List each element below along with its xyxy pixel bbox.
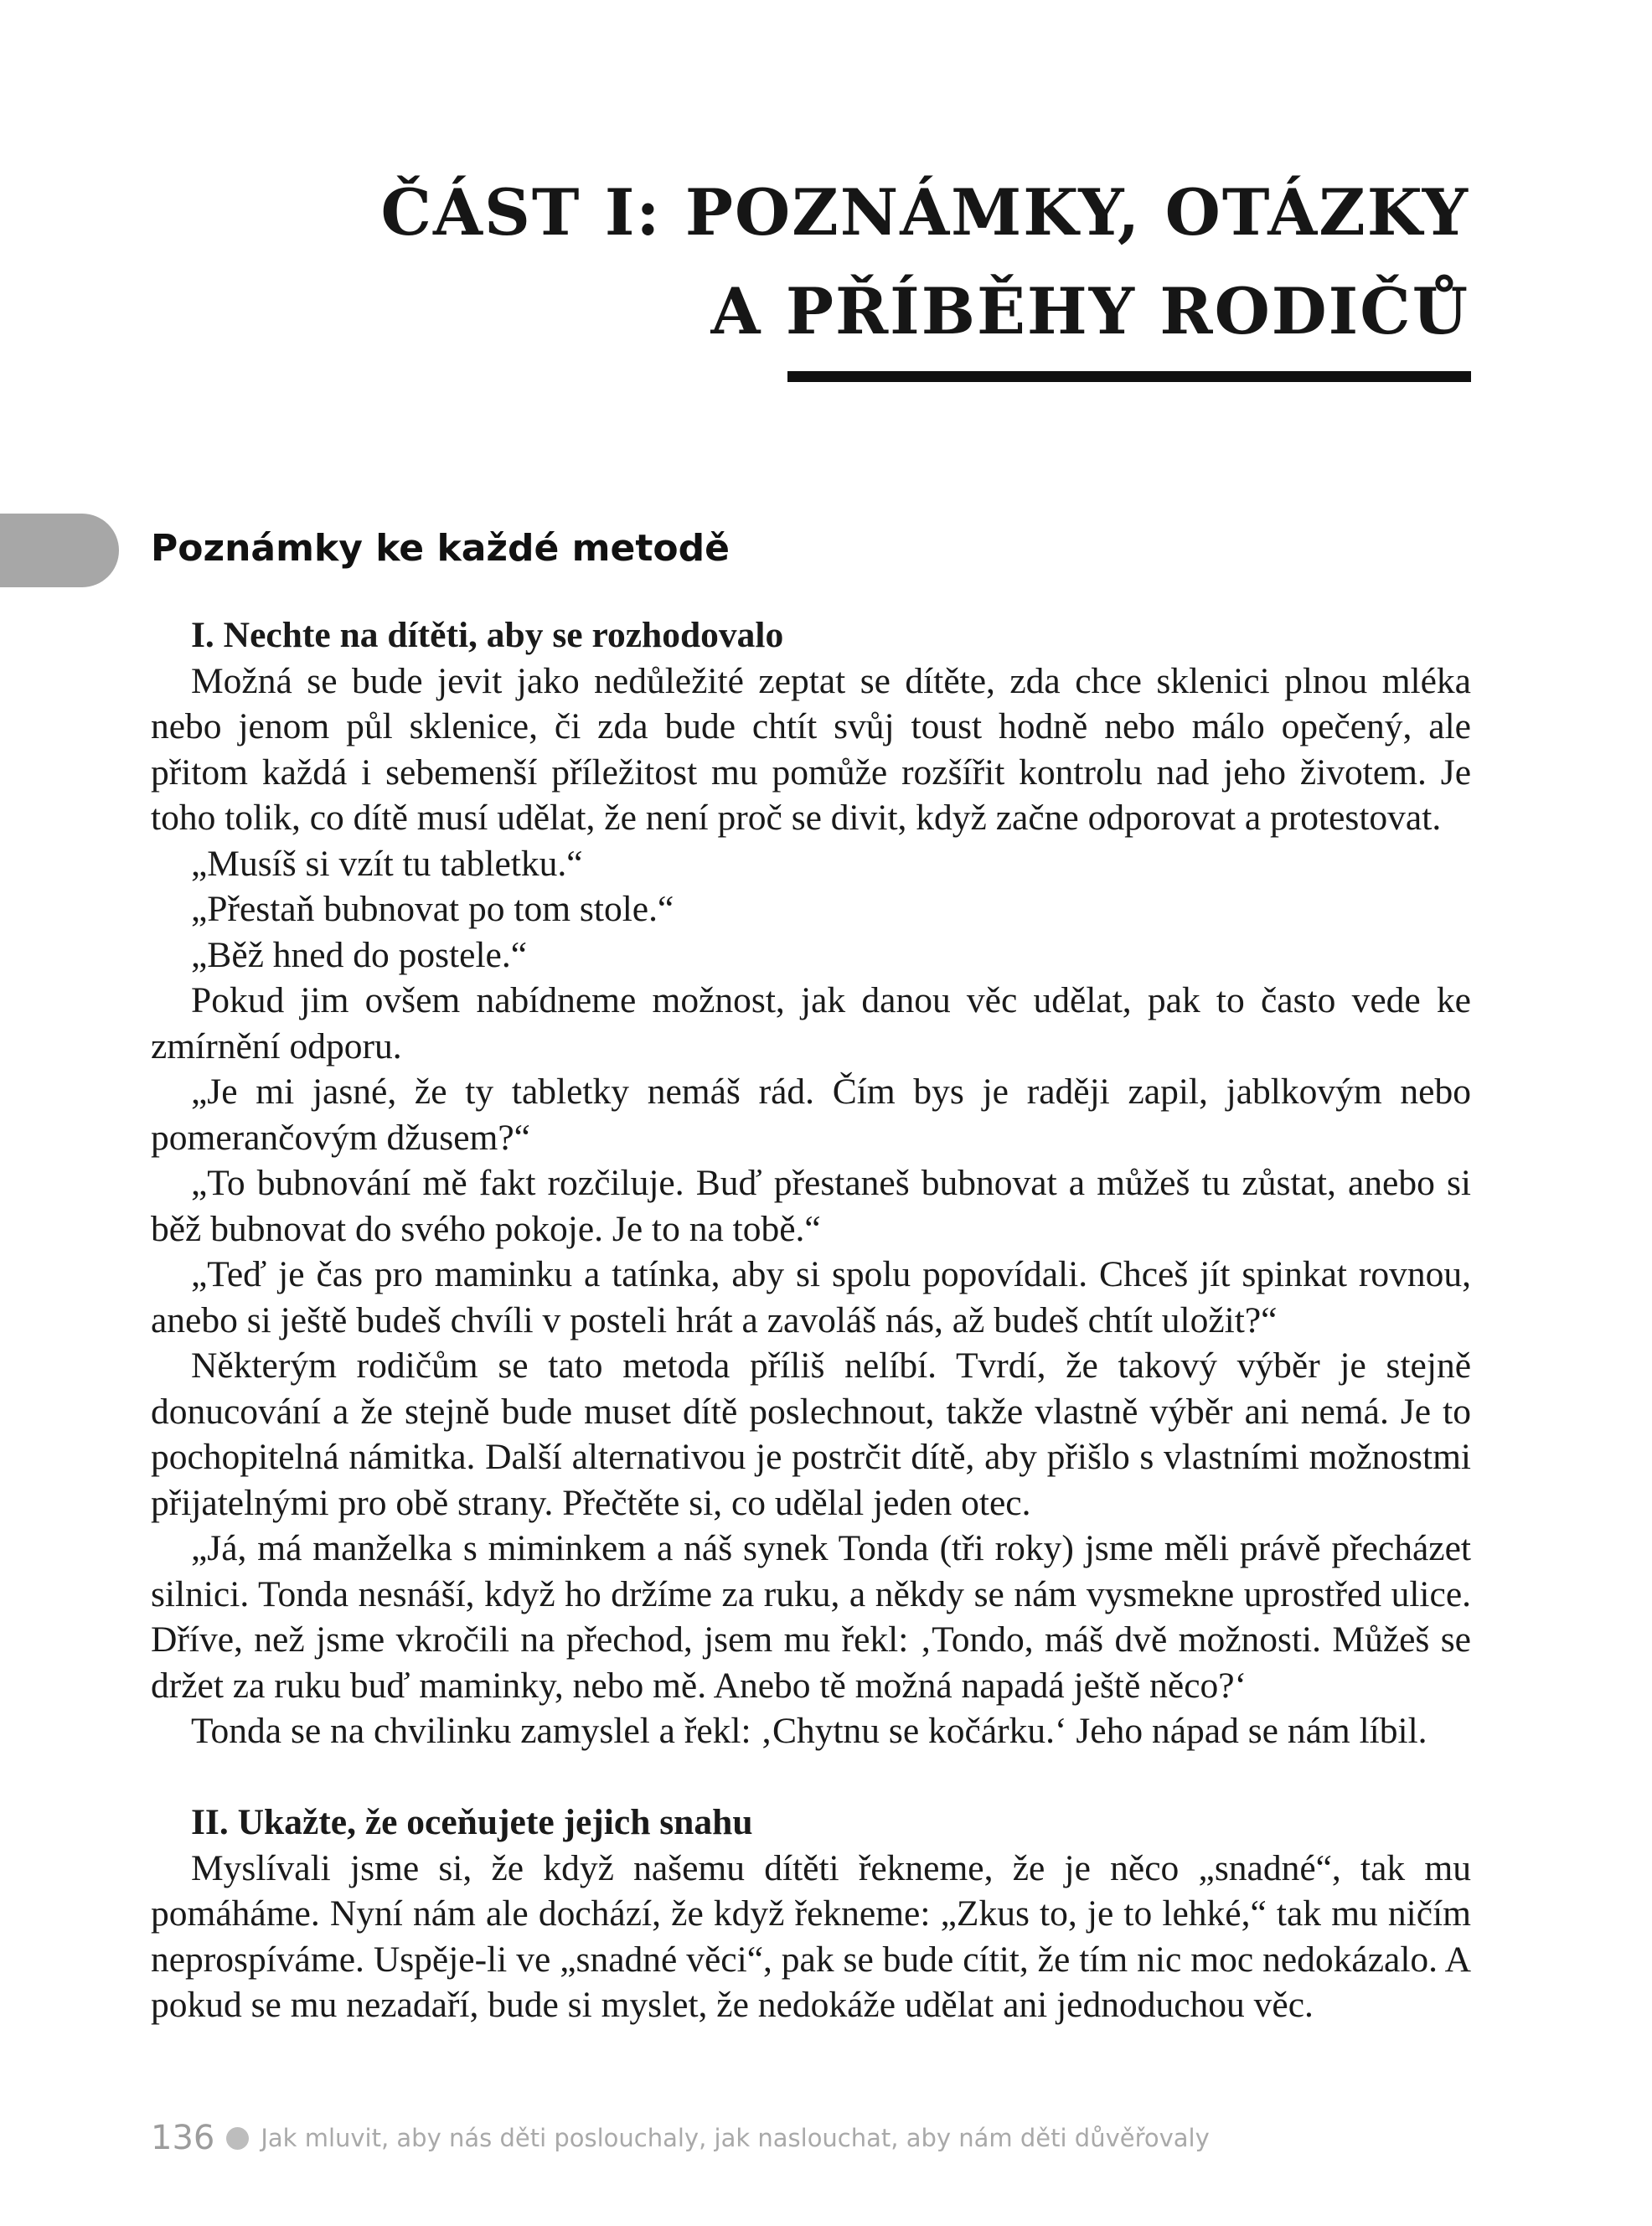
page-number: 136 <box>151 2119 215 2157</box>
paragraph: Pokud jim ovšem nabídneme možnost, jak danou věc udělat, pak to často vede ke zmírnění odporu. <box>151 980 1471 1067</box>
page-footer <box>151 2115 1210 2161</box>
paragraph: Tonda se na chvilinku zamyslel a řekl: ‚Chytnu se kočárku.‘ Jeho nápad se nám líbil. <box>191 1711 1427 1751</box>
section-heading: Poznámky ke každé metodě <box>151 527 730 570</box>
paragraph: „Přestaň bubnovat po tom stole.“ <box>191 889 674 929</box>
paragraph: „Teď je čas pro maminku a tatínka, aby si spolu popovídali. Chceš jít spinkat rovnou, anebo si ještě budeš chvíli v posteli hrát a zavoláš nás, až budeš chtít uložit?“ <box>151 1254 1471 1340</box>
paragraph: „Běž hned do postele.“ <box>191 934 528 975</box>
paragraph: Možná se bude jevit jako nedůležité zeptat se dítěte, zda chce sklenici plnou mléka nebo jenom půl sklenice, či zda bude chtít svůj toust hodně nebo málo opečený, ale přitom každá i sebemenší příležitost mu pomůže rozšířit kontrolu nad jeho životem. Je toho tolik, co dítě musí udělat, že není proč se divit, když začne odporovat a protestovat. <box>151 660 1471 838</box>
method-1-heading: I. Nechte na dítěti, aby se rozhodovalo <box>191 615 784 655</box>
paragraph: „Musíš si vzít tu tabletku.“ <box>191 843 583 884</box>
paragraph: „Je mi jasné, že ty tabletky nemáš rád. Čím bys je raději zapil, jablkovým nebo pomerančovým džusem?“ <box>151 1072 1471 1158</box>
paragraph: „Já, má manželka s miminkem a náš synek Tonda (tři roky) jsme měli právě přecházet silnici. Tonda nesnáší, když ho držíme za ruku, a někdy se nám vysmekne uprostřed ulice. Dříve, než jsme vkročili na přechod, jsem mu řekl: ‚Tondo, máš dvě možnosti. Můžeš se držet za ruku buď maminky, nebo mě. Anebo tě možná napadá ještě něco?‘ <box>151 1528 1471 1706</box>
paragraph: Některým rodičům se tato metoda příliš nelíbí. Tvrdí, že takový výběr je stejně donucování a že stejně bude muset dítě poslechnout, takže vlastně výběr ani nemá. Je to pochopitelná námitka. Další alternativou je postrčit dítě, aby přišlo s vlastními možnostmi přijatelnými pro obě strany. Přečtěte si, co udělal jeden otec. <box>151 1345 1471 1523</box>
title-underline-rule <box>787 371 1471 382</box>
paragraph: „To bubnování mě fakt rozčiluje. Buď přestaneš bubnovat a můžeš tu zůstat, anebo si běž bubnovat do svého pokoje. Je to na tobě.“ <box>151 1163 1471 1249</box>
chapter-title-line-1: ČÁST I: POZNÁMKY, OTÁZKY <box>380 175 1469 250</box>
paragraph: Myslívali jsme si, že když našemu dítěti řekneme, že je něco „snadné“, tak mu pomáháme. Nyní nám ale dochází, že když řekneme: „Zkus to, je to lehké,“ tak mu ničím neprospíváme. Uspěje-li ve „snadné věci“, pak se bude cítit, že tím nic moc nedokázalo. A pokud se mu nezadaří, bude si myslet, že nedokáže udělat ani jednoduchou věc. <box>151 1847 1471 2025</box>
body-text <box>151 612 1471 2028</box>
running-title: Jak mluvit, aby nás děti poslouchaly, jak naslouchat, aby nám děti důvěřovaly <box>261 2124 1210 2152</box>
chapter-title <box>297 163 1469 361</box>
method-2-heading: II. Ukažte, že oceňujete jejich snahu <box>191 1802 753 1842</box>
section-thumb-tab <box>0 514 119 587</box>
bullet-dot-icon <box>226 2127 249 2150</box>
chapter-title-line-2: A PŘÍBĚHY RODIČŮ <box>710 274 1469 349</box>
